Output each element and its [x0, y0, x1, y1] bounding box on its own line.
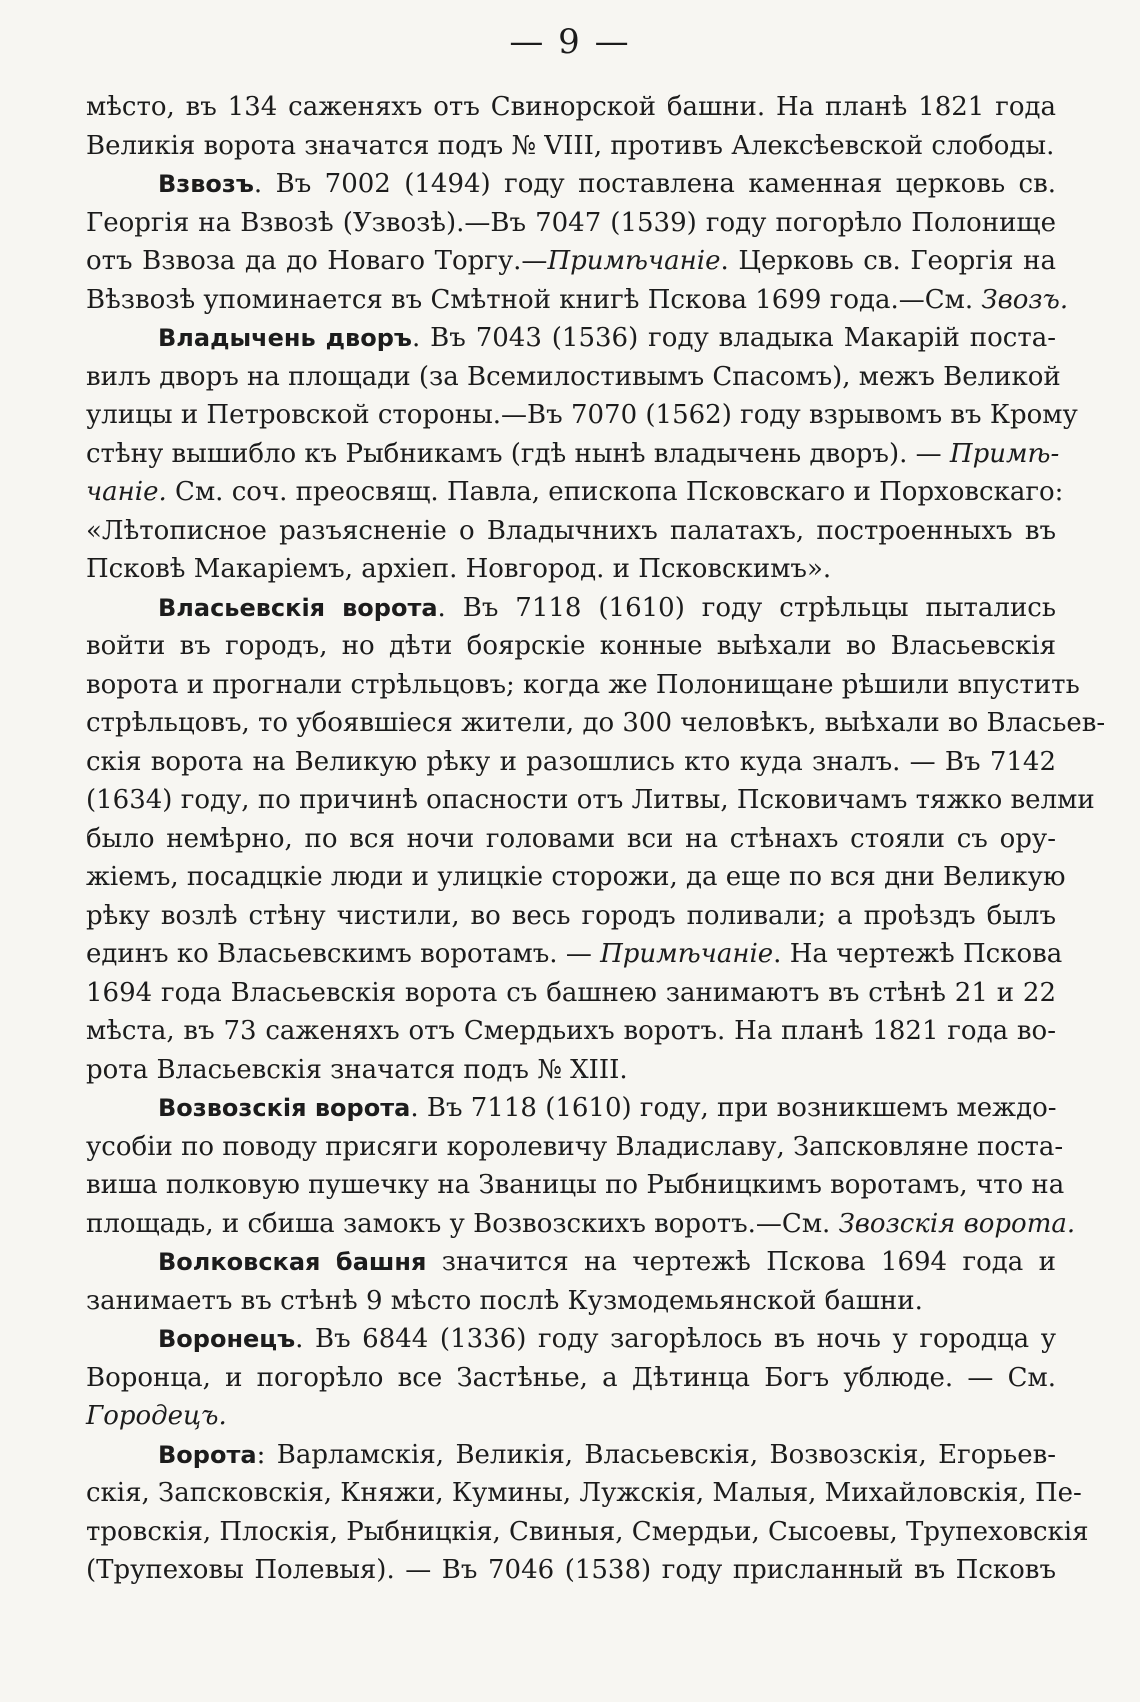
- text-line: стрѣльцовъ, то убоявшіеся жители, до 300 человѣкъ, выѣхали во Власьев-: [86, 708, 1106, 738]
- entry-heading: Власьевскія ворота: [158, 593, 438, 622]
- entry-first-line: Взвозъ. Въ 7002 (1494) году поставлена каменная церковь св.: [158, 169, 1056, 199]
- text-line: (1634) году, по причинѣ опасности отъ Литвы, Псковичамъ тяжко велми: [86, 785, 1095, 815]
- text-line: (Трупеховы Полевыя). — Въ 7046 (1538) году присланный въ Псковъ: [86, 1555, 1056, 1585]
- note-label: Примѣчаніе: [547, 246, 721, 276]
- text-line: [86, 1397, 1056, 1436]
- text-line: мѣста, въ 73 саженяхъ отъ Смердьихъ воротъ. На планѣ 1821 года во-: [86, 1016, 1056, 1046]
- text-line: улицы и Петровской стороны.—Въ 7070 (1562) году взрывомъ въ Крому: [86, 400, 1078, 430]
- text-line: Псковѣ Макаріемъ, архіеп. Новгород. и Псковскимъ».: [86, 554, 832, 584]
- text-line: скія, Запсковскія, Княжи, Кумины, Лужскія, Малыя, Михайловскія, Пе-: [86, 1478, 1082, 1508]
- text-body: [86, 88, 1106, 1590]
- entry-first-line: Власьевскія ворота. Въ 7118 (1610) году стрѣльцы пытались: [158, 592, 1056, 623]
- text-line: вилъ дворъ на площади (за Всемилостивымъ Спасомъ), межъ Великой: [86, 361, 1061, 392]
- entry-heading: Ворота: [158, 1440, 257, 1469]
- entry-first-line: Возвозскія ворота. Въ 7118 (1610) году, при возникшемъ междо-: [158, 1093, 1057, 1123]
- text-line: было немѣрно, по вся ночи головами вси на стѣнахъ стояли съ ору-: [86, 823, 1056, 854]
- text-line: рота Власьевскія значатся подъ № XIII.: [86, 1054, 628, 1085]
- text-line: виша полковую пушечку на Званицы по Рыбницкимъ воротамъ, что на: [86, 1170, 1065, 1200]
- entry-heading: Владычень дворъ: [158, 324, 412, 352]
- text-line: мѣсто, въ 134 саженяхъ отъ Свинорской башни. На планѣ 1821 года: [86, 92, 1056, 122]
- text-line: Вѣзвозѣ упоминается въ Смѣтной книгѣ Пскова 1699 года.—См. Звозъ.: [86, 284, 1069, 315]
- text-line: «Лѣтописное разъясненіе о Владычнихъ палатахъ, построенныхъ въ: [86, 515, 1056, 546]
- text-line: чаніе. См. соч. преосвящ. Павла, епископа Псковскаго и Порховскаго:: [86, 477, 1064, 507]
- entry-heading: Воронецъ: [158, 1325, 296, 1353]
- text-line: стѣну вышибло къ Рыбникамъ (гдѣ нынѣ владычень дворъ). — Примѣ-: [86, 438, 1060, 469]
- see-reference: Городецъ.: [86, 1401, 227, 1431]
- text-line: отъ Взвоза да до Новаго Торгу.—Примѣчаніе. Церковь св. Георгія на: [86, 246, 1056, 276]
- entry-first-line: Волковская башня значится на чертежѣ Пскова 1694 года и: [158, 1247, 1056, 1277]
- text-line: рѣку возлѣ стѣну чистили, во весь городъ поливали; а проѣздъ былъ: [86, 900, 1056, 931]
- text-line: площадь, и сбиша замокъ у Возвозскихъ воротъ.—См. Звозскія ворота.: [86, 1208, 1076, 1239]
- text-line: усобіи по поводу присяги королевичу Владиславу, Запсковляне поста-: [86, 1131, 1064, 1162]
- text-line: единъ ко Власьевскимъ воротамъ. — Примѣчаніе. На чертежѣ Пскова: [86, 939, 1063, 969]
- text-line: 1694 года Власьевскія ворота съ башнею занимаютъ въ стѣнѣ 21 и 22: [86, 977, 1056, 1008]
- text-line: Великія ворота значатся подъ № VIII, противъ Алексѣевской слободы.: [86, 130, 1055, 161]
- text-line: войти въ городъ, но дѣти боярскіе конные выѣхали во Власьевскія: [86, 631, 1056, 661]
- note-label: Примѣ-: [949, 438, 1060, 469]
- entry-heading: Взвозъ: [158, 170, 254, 198]
- text-line: занимаетъ въ стѣнѣ 9 мѣсто послѣ Кузмодемьянской башни.: [86, 1285, 923, 1316]
- page-number: — 9 —: [509, 22, 631, 62]
- entry-first-line: Воронецъ. Въ 6844 (1336) году загорѣлось въ ночь у городца у: [158, 1324, 1056, 1354]
- see-reference: Звозскія ворота.: [838, 1208, 1076, 1239]
- text-line: жіемъ, посадцкіе люди и улицкіе сторожи, да еще по вся дни Великую: [86, 862, 1066, 892]
- text-line: скія ворота на Великую рѣку и разошлись кто куда зналъ. — Въ 7142: [86, 746, 1056, 777]
- see-reference: Звозъ.: [981, 284, 1069, 315]
- note-label: Примѣчаніе: [600, 939, 774, 969]
- note-label: чаніе.: [86, 477, 167, 507]
- text-line: Воронца, и погорѣло все Застѣнье, а Дѣтинца Богъ ублюде. — См.: [86, 1362, 1056, 1393]
- text-line: Георгія на Взвозѣ (Узвозѣ).—Въ 7047 (1539) году погорѣло Полонище: [86, 207, 1056, 238]
- text-line: тровскія, Плоскія, Рыбницкія, Свиныя, Смердьи, Сысоевы, Трупеховскія: [86, 1516, 1089, 1547]
- entry-first-line: Ворота: Варламскія, Великія, Власьевскія, Возвозскія, Егорьев-: [158, 1439, 1056, 1470]
- entry-heading: Возвозскія ворота: [158, 1094, 411, 1122]
- entry-first-line: Владычень дворъ. Въ 7043 (1536) году владыка Макарій поста-: [158, 323, 1056, 353]
- entry-heading: Волковская башня: [158, 1248, 427, 1276]
- text-line: ворота и прогнали стрѣльцовъ; когда же Полонищане рѣшили впустить: [86, 669, 1080, 700]
